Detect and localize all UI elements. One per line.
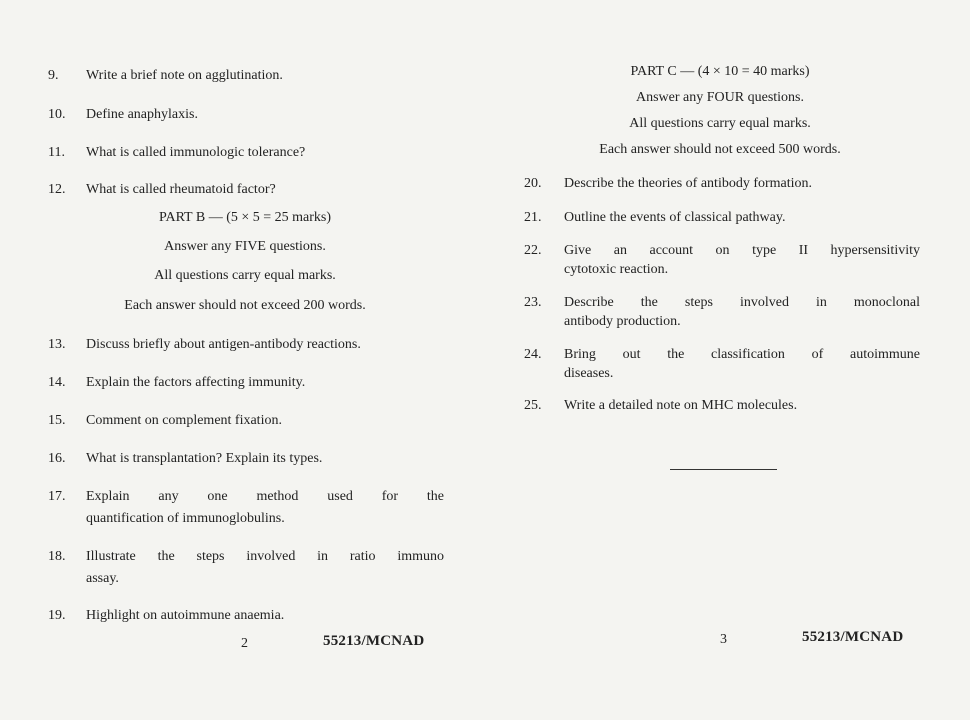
question-text: Explain the factors affecting immunity. <box>86 375 306 390</box>
question-text: Highlight on autoimmune anaemia. <box>86 608 285 623</box>
question-number: 20. <box>524 176 542 191</box>
question-number: 12. <box>48 182 66 197</box>
question-text: Write a brief note on agglutination. <box>86 68 283 83</box>
question-number: 13. <box>48 337 66 352</box>
question-number: 15. <box>48 413 66 428</box>
question-number: 23. <box>524 295 542 310</box>
question-text: What is called rheumatoid factor? <box>86 182 276 197</box>
part-c-instruction-3: Each answer should not exceed 500 words. <box>599 142 841 157</box>
question-number: 11. <box>48 145 65 160</box>
question-number: 24. <box>524 347 542 362</box>
part-b-instruction-2: All questions carry equal marks. <box>154 268 336 283</box>
right-page <box>485 0 970 720</box>
question-number: 14. <box>48 375 66 390</box>
question-text-line-2: antibody production. <box>564 314 681 329</box>
question-number: 18. <box>48 549 66 564</box>
question-text: Define anaphylaxis. <box>86 107 198 122</box>
question-text: Outline the events of classical pathway. <box>564 210 786 225</box>
question-text: What is called immunologic tolerance? <box>86 145 306 160</box>
question-text: Write a detailed note on MHC molecules. <box>564 398 798 413</box>
question-number: 16. <box>48 451 66 466</box>
question-text-line-2: quantification of immunoglobulins. <box>86 511 285 526</box>
question-text-line-1: Explain any one method used for the <box>86 489 444 504</box>
part-b-instruction-3: Each answer should not exceed 200 words. <box>124 298 366 313</box>
page-number: 2 <box>241 636 248 651</box>
question-text-line-1: Illustrate the steps involved in ratio immuno <box>86 549 444 564</box>
question-number: 22. <box>524 243 542 258</box>
paper-code: 55213/MCNAD <box>323 633 425 649</box>
question-text-line-2: assay. <box>86 571 119 586</box>
question-text: Comment on complement fixation. <box>86 413 282 428</box>
question-text-line-1: Describe the steps involved in monoclonal <box>564 295 920 310</box>
question-18 <box>48 547 448 589</box>
paper-code: 55213/MCNAD <box>802 629 904 645</box>
question-number: 21. <box>524 210 542 225</box>
question-number: 19. <box>48 608 66 623</box>
question-text: Describe the theories of antibody formation. <box>564 176 813 191</box>
question-23 <box>524 293 924 333</box>
part-b-instruction-1: Answer any FIVE questions. <box>164 239 326 254</box>
question-text-line-2: diseases. <box>564 366 614 381</box>
question-24 <box>524 345 924 385</box>
part-c-instruction-1: Answer any FOUR questions. <box>636 90 804 105</box>
question-text-line-1: Bring out the classification of autoimmune <box>564 347 920 362</box>
part-c-heading: PART C — (4 × 10 = 40 marks) <box>630 64 810 79</box>
question-text-line-1: Give an account on type II hypersensitivity <box>564 243 920 258</box>
part-c-instruction-2: All questions carry equal marks. <box>629 116 811 131</box>
question-text-line-2: cytotoxic reaction. <box>564 262 669 277</box>
question-number: 25. <box>524 398 542 413</box>
page-number: 3 <box>720 632 727 647</box>
question-17 <box>48 487 448 529</box>
question-text: Discuss briefly about antigen-antibody reactions. <box>86 337 361 352</box>
question-number: 9. <box>48 68 59 83</box>
question-22 <box>524 241 924 281</box>
part-b-heading: PART B — (5 × 5 = 25 marks) <box>158 210 332 225</box>
question-number: 17. <box>48 489 66 504</box>
question-number: 10. <box>48 107 66 122</box>
question-text: What is transplantation? Explain its types. <box>86 451 323 466</box>
end-rule <box>670 469 777 470</box>
